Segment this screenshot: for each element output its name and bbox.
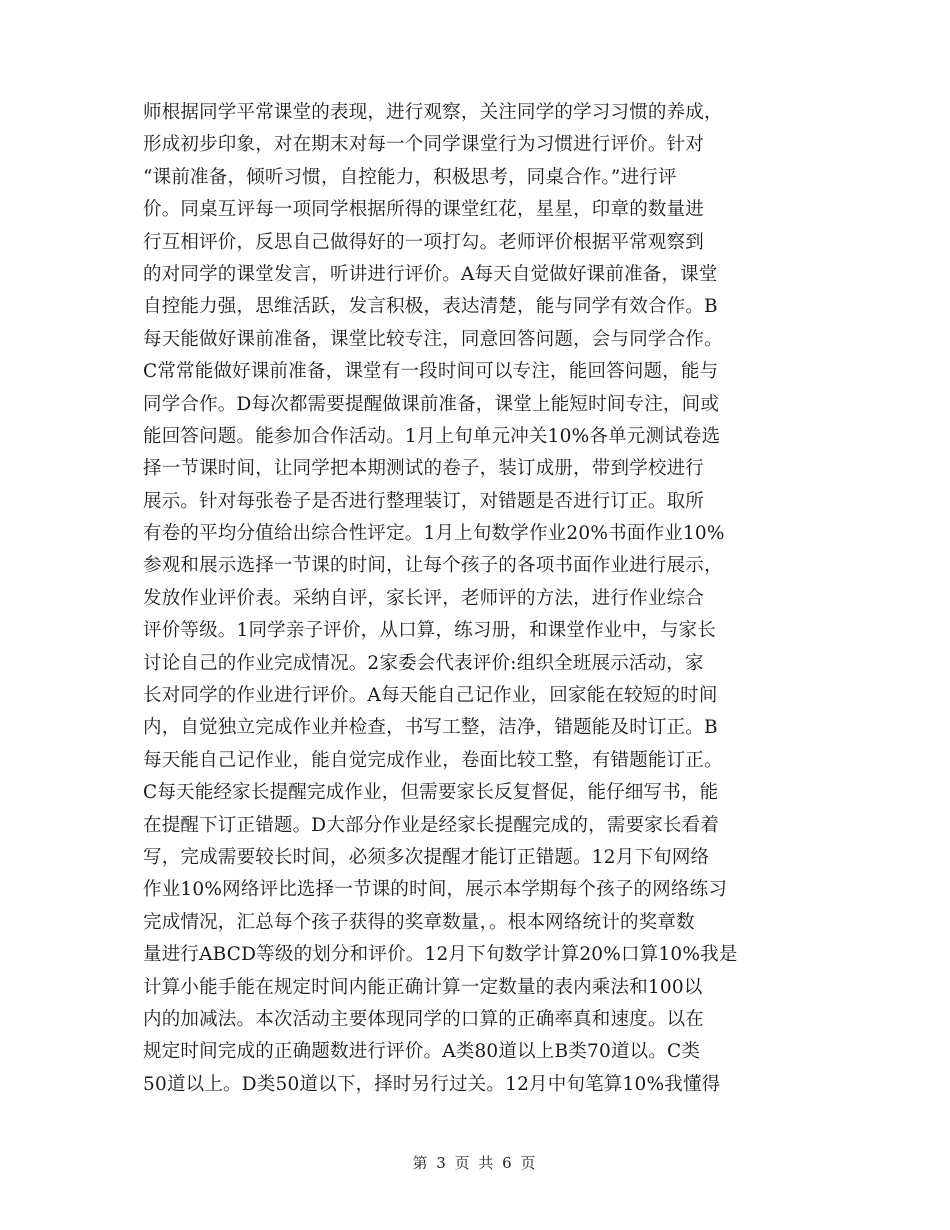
text-line: 自控能力强，思维活跃，发言积极，表达清楚，能与同学有效合作。B (143, 296, 718, 318)
text-line: 能回答问题。能参加合作活动。1月上旬单元冲关10%各单元测试卷选 (143, 425, 721, 447)
text-line: 有卷的平均分值给出综合性评定。1月上旬数学作业20%书面作业10% (143, 523, 725, 545)
text-line: C常常能做好课前准备，课堂有一段时间可以专注，能回答问题，能与 (143, 361, 719, 383)
text-line: 择一节课时间，让同学把本期测试的卷子，装订成册，带到学校进行 (143, 458, 705, 480)
page-footer: 第 3 页 共 6 页 (412, 1154, 538, 1172)
text-line: 评价等级。1同学亲子评价，从口算，练习册，和课堂作业中，与家长 (143, 620, 716, 642)
text-line: 写，完成需要较长时间，必须多次提醒才能订正错题。12月下旬网络 (143, 846, 710, 868)
text-line: 讨论自己的作业完成情况。2家委会代表评价:组织全班展示活动，家 (143, 652, 704, 674)
text-line: 行互相评价，反思自己做得好的一项打勾。老师评价根据平常观察到 (143, 231, 705, 253)
text-line: 计算小能手能在规定时间内能正确计算一定数量的表内乘法和100以 (143, 976, 703, 998)
text-line: 长对同学的作业进行评价。A每天能自己记作业，回家能在较短的时间 (143, 685, 718, 707)
text-line: 在提醒下订正错题。D大部分作业是经家长提醒完成的，需要家长看着 (143, 814, 720, 836)
text-line: C每天能经家长提醒完成作业，但需要家长反复督促，能仔细写书，能 (143, 782, 719, 804)
text-line: 形成初步印象，对在期末对每一个同学课堂行为习惯进行评价。针对 (143, 134, 705, 156)
text-line: 内，自觉独立完成作业并检查，书写工整，洁净，错题能及时订正。B (143, 717, 718, 739)
text-line: 发放作业评价表。采纳自评，家长评，老师评的方法，进行作业综合 (143, 587, 705, 609)
text-line: 内的加减法。本次活动主要体现同学的口算的正确率真和速度。以在 (143, 1008, 705, 1030)
text-line: “课前准备，倾听习惯，自控能力，积极思考，同桌合作。”进行评 (143, 166, 677, 188)
body-text (143, 97, 813, 1101)
text-line: 完成情况，汇总每个孩子获得的奖章数量，。根本网络统计的奖章数 (143, 911, 695, 933)
text-line: 每天能自己记作业，能自觉完成作业，卷面比较工整，有错题能订正。 (143, 749, 723, 771)
text-line: 展示。针对每张卷子是否进行整理装订，对错题是否进行订正。取所 (143, 490, 705, 512)
text-line: 作业10%网络评比选择一节课的时间，展示本学期每个孩子的网络练习 (143, 879, 728, 901)
text-line: 的对同学的课堂发言，听讲进行评价。A每天自觉做好课前准备，课堂 (143, 263, 718, 285)
text-line: 50道以上。D类50道以下，择时另行过关。12月中旬笔算10%我懂得 (143, 1073, 721, 1095)
text-line: 师根据同学平常课堂的表现，进行观察，关注同学的学习习惯的养成， (143, 102, 723, 123)
text-line: 同学合作。D每次都需要提醒做课前准备，课堂上能短时间专注，间或 (143, 393, 720, 415)
text-line: 每天能做好课前准备，课堂比较专注，同意回答问题，会与同学合作。 (143, 328, 723, 350)
text-line: 价。同桌互评每一项同学根据所得的课堂红花，星星，印章的数量进 (143, 199, 705, 221)
text-line: 参观和展示选择一节课的时间，让每个孩子的各项书面作业进行展示， (143, 555, 723, 577)
text-line: 规定时间完成的正确题数进行评价。A类80道以上B类70道以。C类 (143, 1041, 701, 1063)
text-line: 量进行ABCD等级的划分和评价。12月下旬数学计算20%口算10%我是 (143, 944, 738, 966)
